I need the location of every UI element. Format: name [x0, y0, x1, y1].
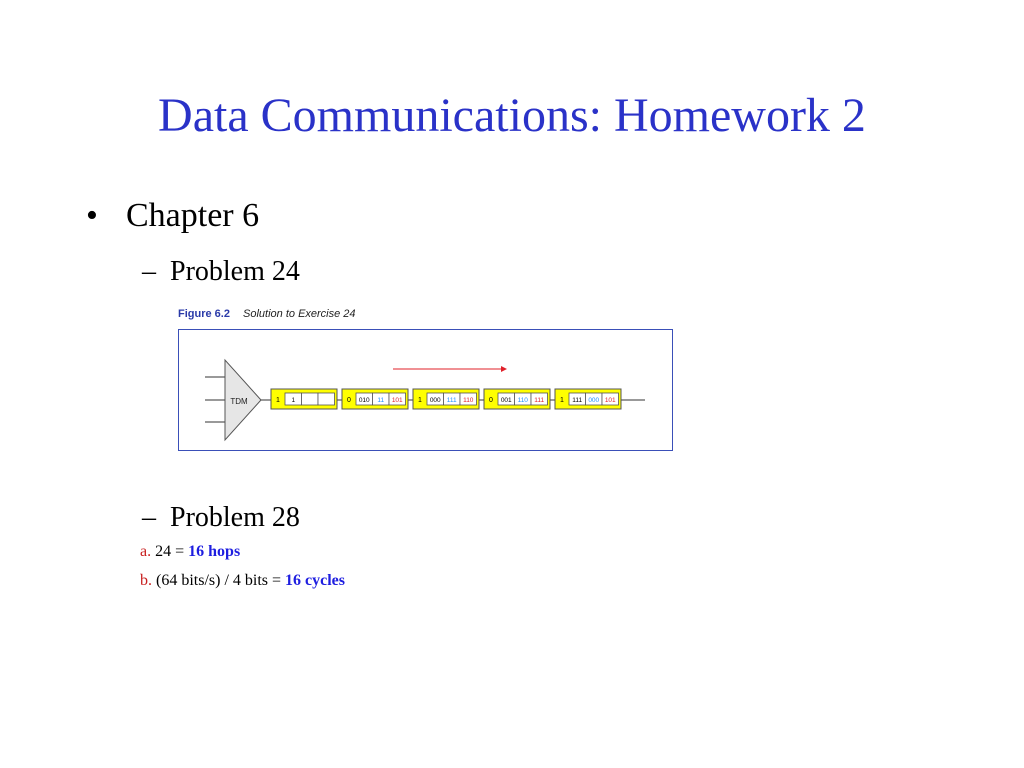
figure-caption [178, 308, 673, 328]
tdm-frame [413, 389, 479, 409]
sync-bit: 0 [489, 397, 493, 404]
sub-bullet-problem-28 [142, 502, 300, 534]
slot-bits: 101 [391, 397, 403, 404]
slot-bits: 11 [377, 397, 385, 404]
figure-subtitle: Solution to Exercise 24 [243, 308, 356, 320]
tdm-diagram [179, 330, 672, 450]
bullet-chapter [86, 197, 259, 235]
mux-label: TDM [230, 397, 248, 406]
figure-frame [178, 329, 673, 451]
answer-expression: 24 = [151, 543, 189, 560]
dash-symbol: – [142, 256, 156, 287]
dash-symbol: – [142, 502, 156, 533]
slot-bits: 000 [429, 397, 441, 404]
answer-a [140, 543, 240, 561]
sync-bit: 0 [347, 397, 351, 404]
slot-box [302, 393, 319, 405]
slot-bits: 010 [358, 397, 370, 404]
slot-bits: 001 [500, 397, 512, 404]
slot-bits: 111 [572, 397, 583, 404]
answer-letter: b. [140, 572, 152, 589]
slot-bits: 111 [534, 397, 545, 404]
bullet-text: Chapter 6 [126, 197, 260, 234]
answer-result: 16 cycles [285, 572, 346, 589]
slot-bits: 110 [463, 397, 474, 404]
slot-box [318, 393, 335, 405]
answer-result: 16 hops [188, 543, 241, 560]
slot-bits: 1 [291, 397, 296, 404]
slot-bits: 110 [517, 397, 528, 404]
problem-title: Problem 28 [170, 502, 300, 533]
answer-b [140, 572, 345, 590]
bullet-symbol: • [86, 197, 98, 234]
slot-bits: 111 [446, 397, 457, 404]
slot-bits: 101 [604, 397, 616, 404]
sync-bit: 1 [418, 397, 422, 404]
tdm-frame [555, 389, 621, 409]
sub-bullet-problem-24 [142, 256, 300, 288]
tdm-frame [342, 389, 408, 409]
figure-label: Figure 6.2 [178, 308, 230, 320]
answer-letter: a. [140, 543, 152, 560]
answer-expression: (64 bits/s) / 4 bits = [152, 572, 286, 589]
problem-title: Problem 24 [170, 256, 300, 287]
figure-tdm-solution [178, 308, 673, 451]
sync-bit: 1 [560, 397, 564, 404]
sync-bit: 1 [276, 397, 280, 404]
tdm-frame [271, 389, 337, 409]
tdm-frame [484, 389, 550, 409]
arrow-head-icon [501, 366, 507, 372]
slide-title: Data Communications: Homework 2 [158, 89, 866, 142]
slot-bits: 000 [588, 397, 600, 404]
frames-group [271, 389, 621, 409]
